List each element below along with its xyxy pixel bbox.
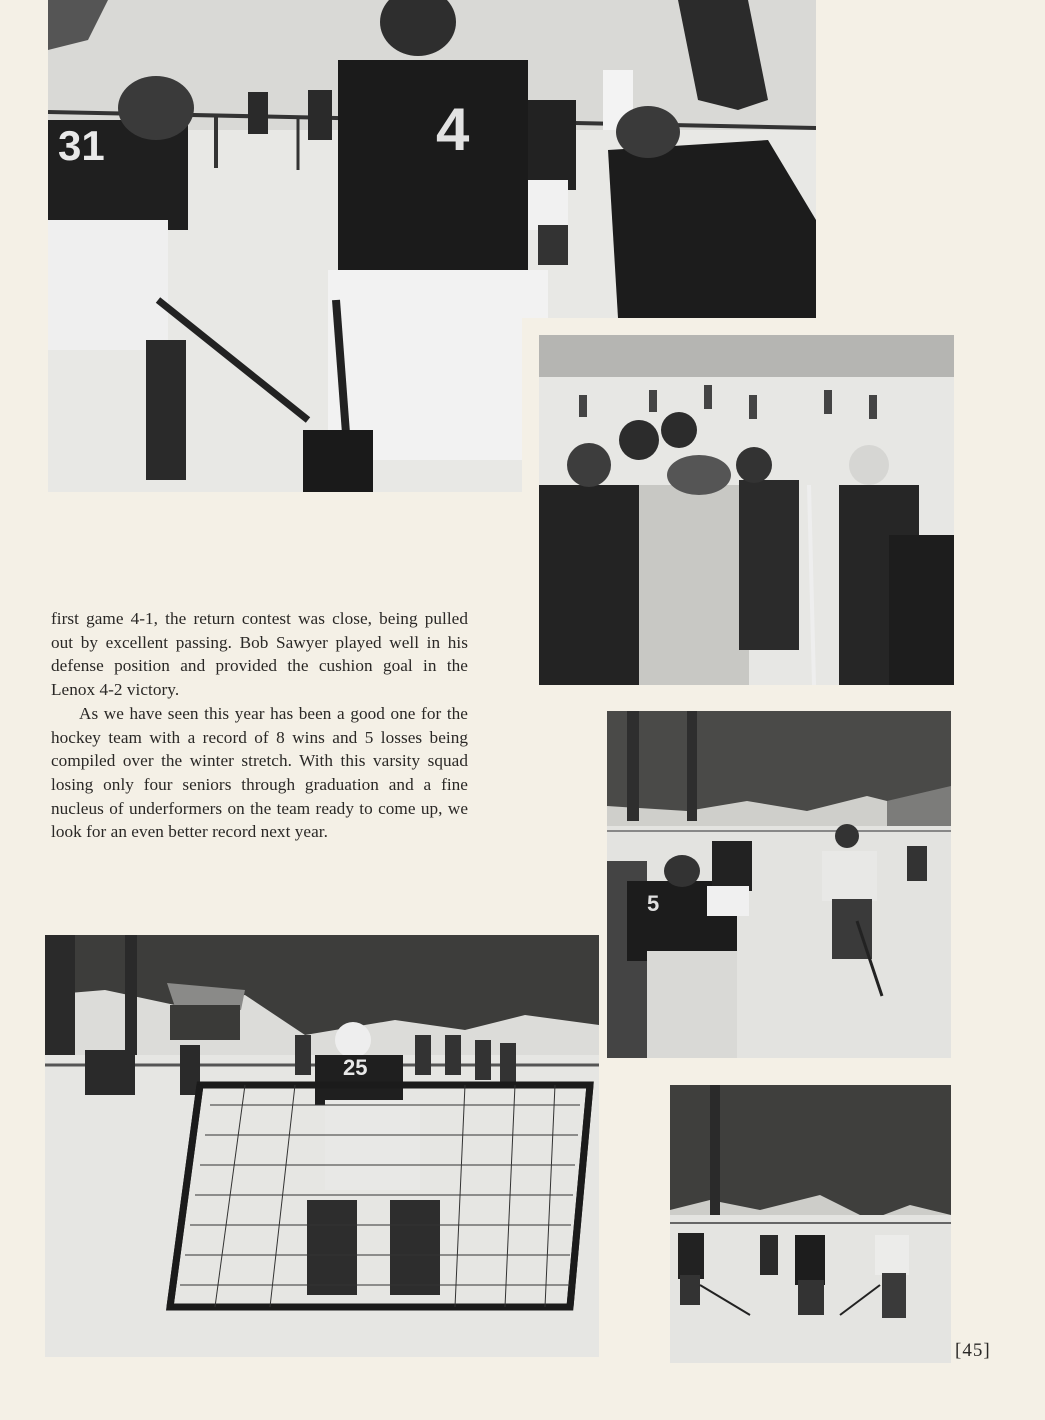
jersey-number-4: 4 <box>436 96 470 163</box>
page-number: [45] <box>955 1340 991 1361</box>
article-paragraph: As we have seen this year has been a good one for the hockey team with a record of 8 wins and 5 losses being compiled over the winter stretch. With this varsity squad losing only four seniors through graduation and a fine nucleus of underformers on the team ready to come up, we look for an even better record next year. <box>51 703 468 842</box>
article-paragraph: first game 4-1, the return contest was close, being pulled out by excellent passing. Bob Sawyer played well in his defense position and provided the cushion goal in the Lenox 4-2 victory. <box>51 609 468 700</box>
photo-team-huddle <box>539 335 954 685</box>
photo-rink-faceoff <box>670 1085 951 1363</box>
jersey-number-5: 5 <box>647 891 660 916</box>
jersey-number-25: 25 <box>343 1055 368 1080</box>
jersey-number-31: 31 <box>58 122 105 169</box>
photo-game-action <box>607 711 951 1058</box>
photo-goalie-net <box>45 935 599 1357</box>
article-body <box>51 607 468 844</box>
